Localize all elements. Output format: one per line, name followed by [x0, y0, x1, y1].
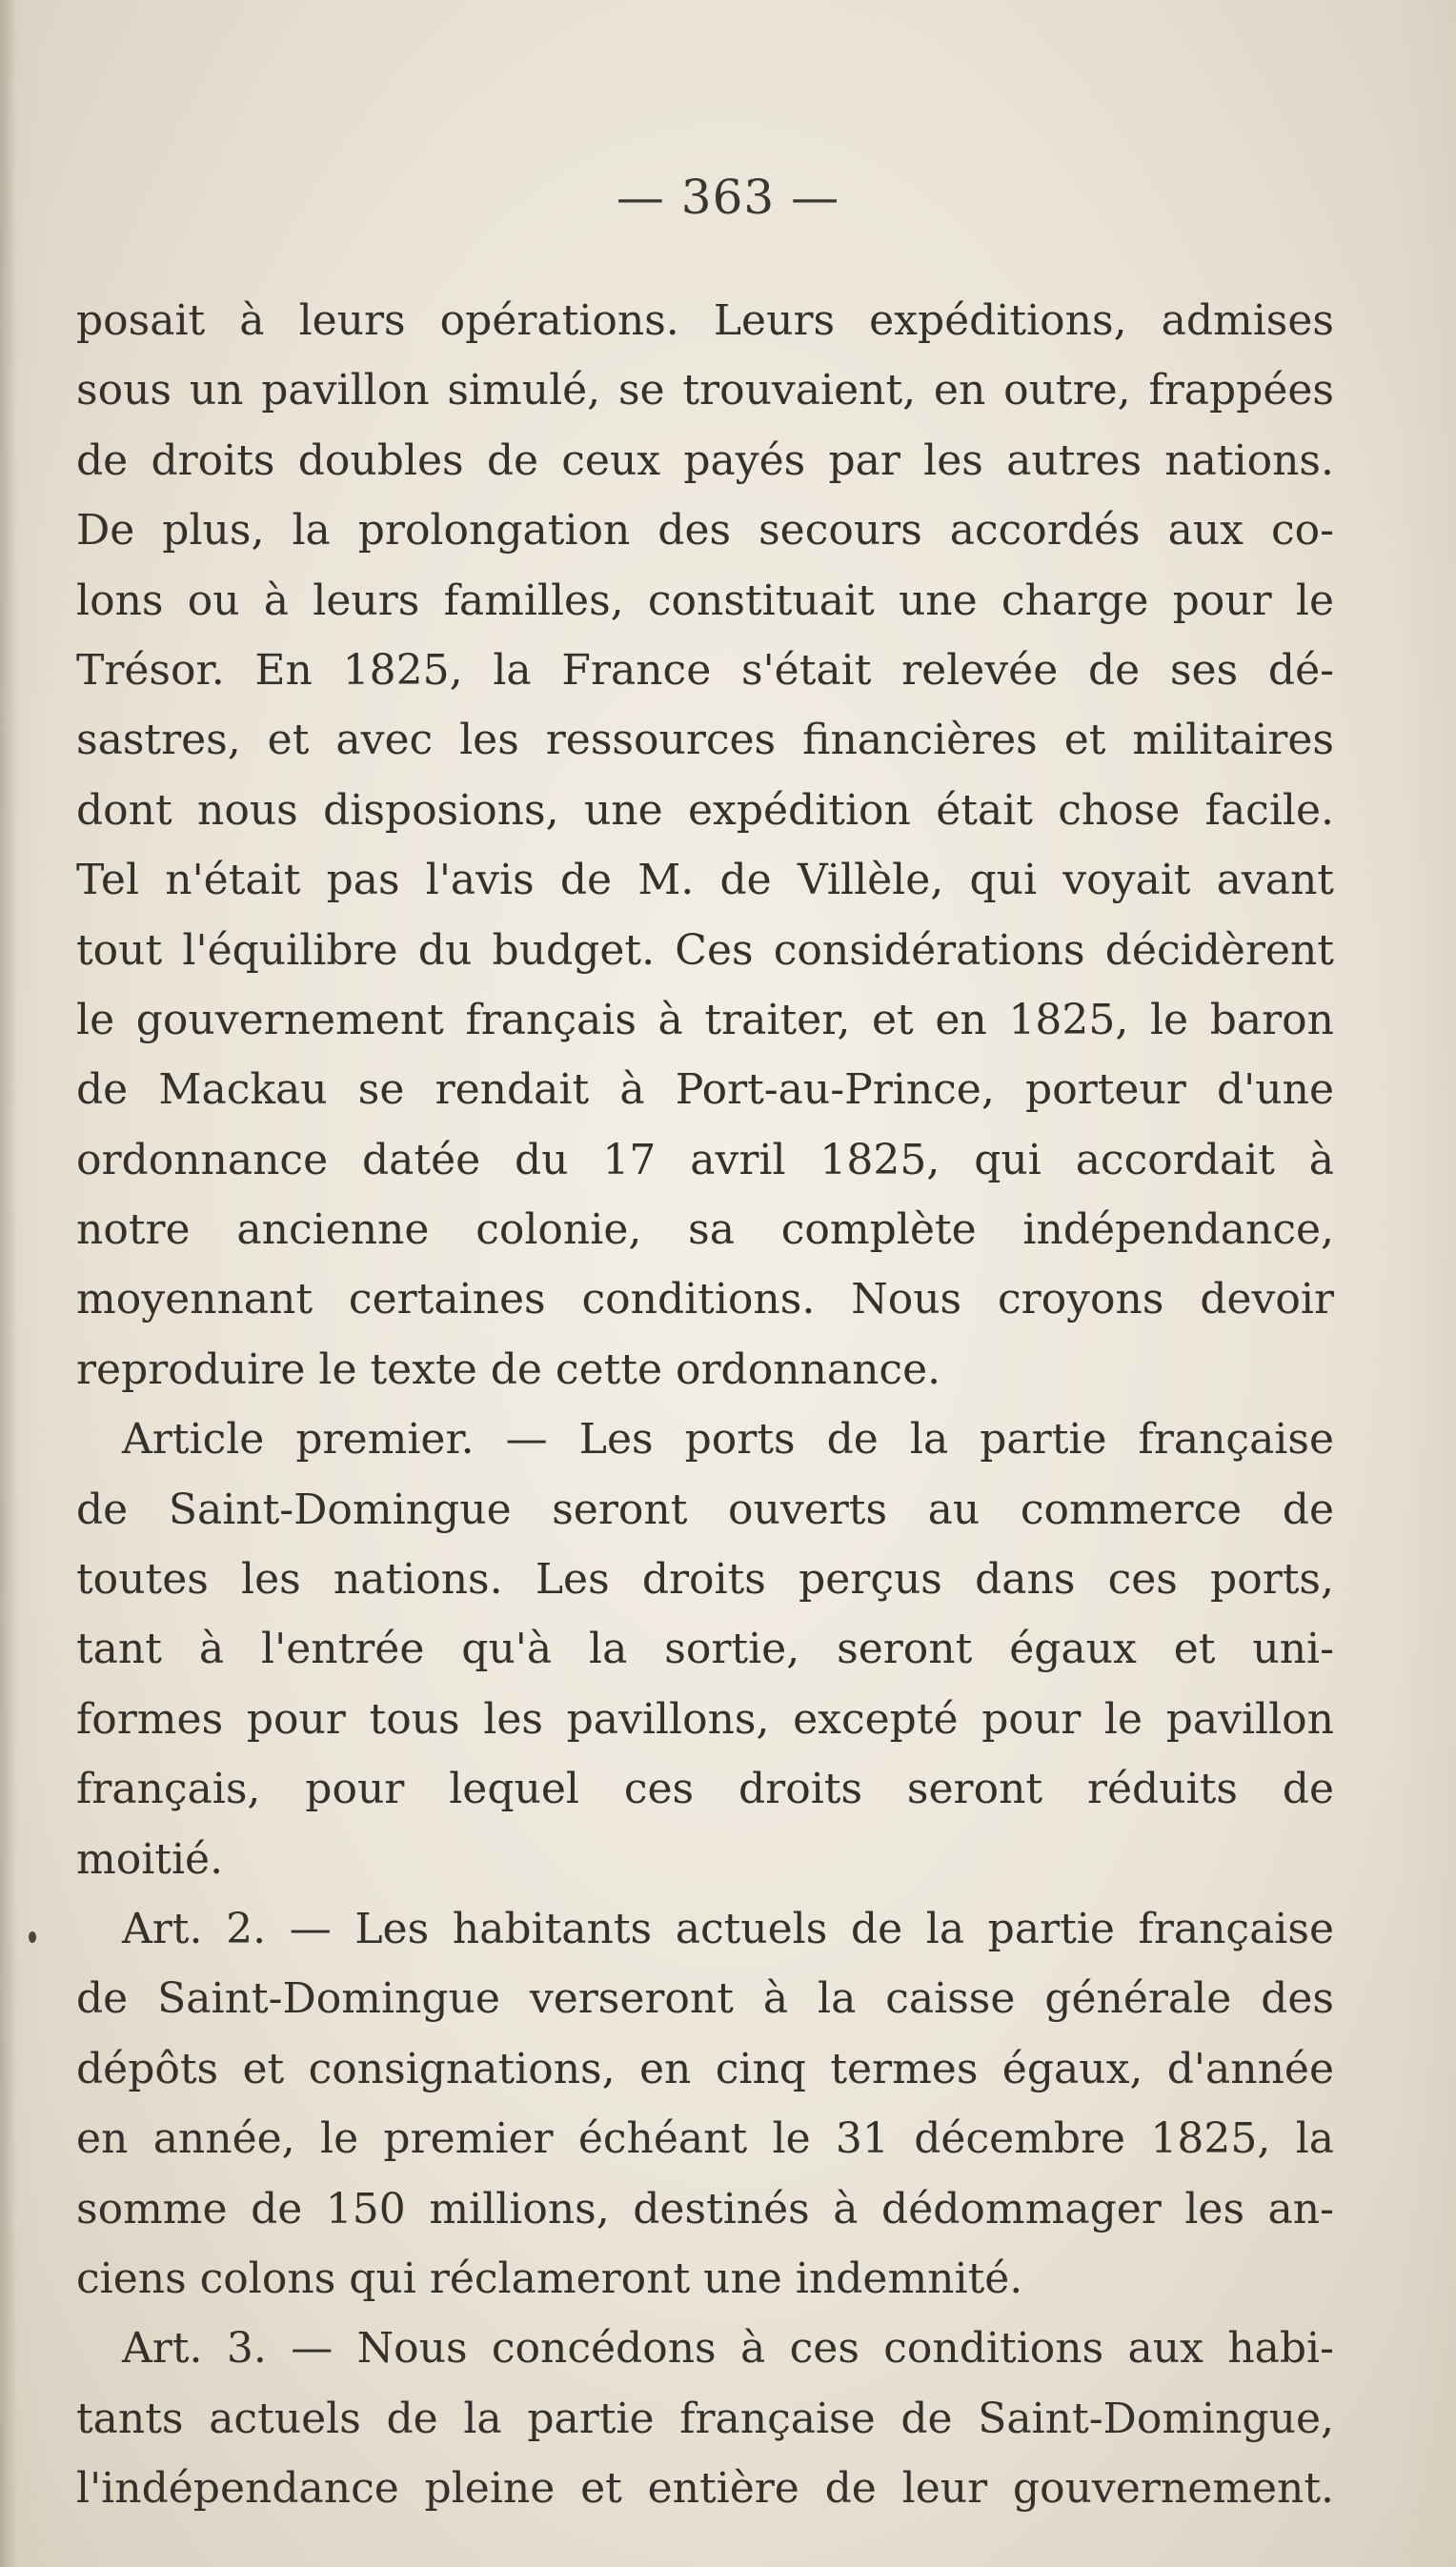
text-line: notre ancienne colonie, sa complète indépendance,: [76, 1205, 1334, 1255]
text-line: de Saint-Domingue seront ouverts au commerce de: [76, 1485, 1334, 1534]
text-line: français, pour lequel ces droits seront réduits de: [76, 1765, 1334, 1814]
text-line: sastres, et avec les ressources financières et militaires: [76, 716, 1334, 765]
text-line: Tel n'était pas l'avis de M. de Villèle, qui voyait avant: [76, 856, 1334, 905]
body-text: [76, 286, 1334, 2524]
text-line: toutes les nations. Les droits perçus dans ces ports,: [76, 1555, 1334, 1605]
text-line: somme de 150 millions, destinés à dédommager les an-: [76, 2184, 1334, 2233]
text-line: Trésor. En 1825, la France s'était relevée de ses dé-: [76, 645, 1334, 695]
text-line: Article premier. — Les ports de la partie française: [122, 1415, 1334, 1465]
text-line: reproduire le texte de cette ordonnance.: [76, 1344, 941, 1394]
text-line: en année, le premier échéant le 31 décembre 1825, la: [76, 2114, 1334, 2164]
text-line: sous un pavillon simulé, se trouvaient, en outre, frappées: [76, 366, 1334, 415]
text-line: Art. 3. — Nous concédons à ces conditions aux habi-: [122, 2324, 1334, 2374]
text-line: ciens colons qui réclameront une indemnité.: [76, 2254, 1023, 2303]
text-line: de Saint-Domingue verseront à la caisse générale des: [76, 1974, 1334, 2024]
page-spine-shadow: [0, 0, 17, 2567]
text-line: moitié.: [76, 1834, 224, 1884]
text-line: moyennant certaines conditions. Nous croyons devoir: [76, 1275, 1334, 1324]
text-line: dont nous disposions, une expédition était chose facile.: [76, 785, 1334, 835]
text-line: posait à leurs opérations. Leurs expéditions, admises: [76, 296, 1334, 345]
text-line: lons ou à leurs familles, constituait une charge pour le: [76, 576, 1334, 625]
text-line: le gouvernement français à traiter, et en 1825, le baron: [76, 995, 1334, 1044]
text-line: De plus, la prolongation des secours accordés aux co-: [76, 506, 1334, 556]
text-line: tant à l'entrée qu'à la sortie, seront égaux et uni-: [76, 1625, 1334, 1674]
text-line: tants actuels de la partie française de Saint-Domingue,: [76, 2394, 1334, 2443]
text-line: formes pour tous les pavillons, excepté pour le pavillon: [76, 1694, 1334, 1744]
text-line: ordonnance datée du 17 avril 1825, qui accordait à: [76, 1135, 1334, 1184]
margin-mark: [29, 1931, 36, 1943]
text-line: de Mackau se rendait à Port-au-Prince, porteur d'une: [76, 1065, 1334, 1115]
text-line: l'indépendance pleine et entière de leur gouvernement.: [76, 2464, 1334, 2514]
text-line: dépôts et consignations, en cinq termes égaux, d'année: [76, 2044, 1334, 2093]
text-line: Art. 2. — Les habitants actuels de la partie française: [122, 1904, 1334, 1953]
text-line: de droits doubles de ceux payés par les autres nations.: [76, 435, 1334, 485]
text-line: tout l'équilibre du budget. Ces considérations décidèrent: [76, 925, 1334, 975]
page-number: — 363 —: [616, 170, 840, 225]
